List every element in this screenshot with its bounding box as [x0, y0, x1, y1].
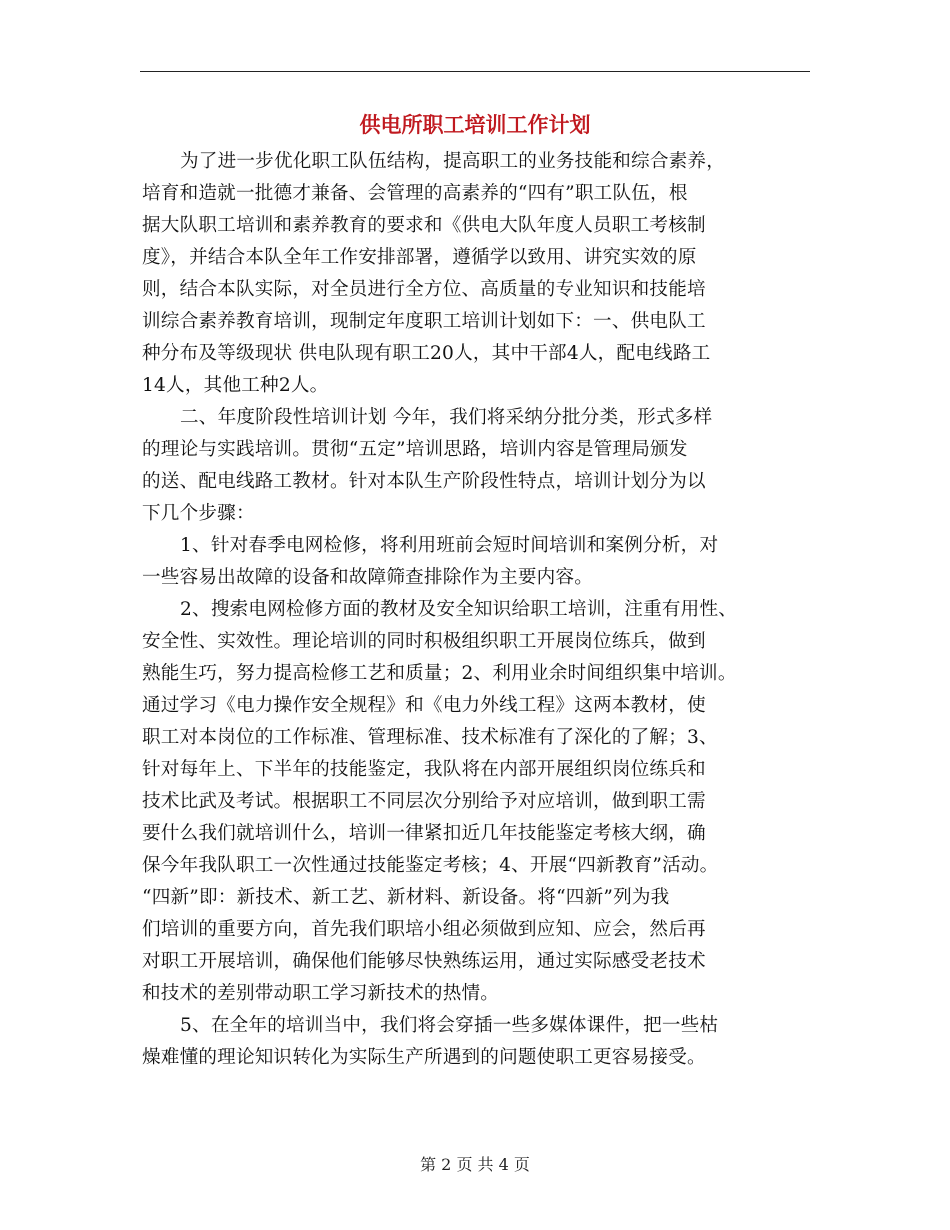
text-line: 熟能生巧，努力提高检修工艺和质量；2、利用业余时间组织集中培训。	[142, 663, 737, 684]
text-line: 据大队职工培训和素养教育的要求和《供电大队年度人员职工考核制	[142, 215, 706, 236]
text-line: 度》，并结合本队全年工作安排部署，遵循学以致用、讲究实效的原	[142, 247, 697, 268]
text-line: 训综合素养教育培训，现制定年度职工培训计划如下：一、供电队工	[142, 311, 706, 332]
text-line: 为了进一步优化职工队伍结构，提高职工的业务技能和综合素养，	[180, 151, 726, 172]
text-line: 和技术的差别带动职工学习新技术的热情。	[142, 983, 500, 1004]
text-line: 14人，其他工种2人。	[142, 375, 329, 396]
text-line: 技术比武及考试。根据职工不同层次分别给予对应培训，做到职工需	[142, 791, 706, 812]
text-line: 种分布及等级现状 供电队现有职工20人，其中干部4人，配电线路工	[142, 343, 711, 364]
document-body	[142, 146, 822, 1074]
text-line: 的送、配电线路工教材。针对本队生产阶段性特点，培训计划分为以	[142, 471, 706, 492]
text-line: 们培训的重要方向，首先我们职培小组必须做到应知、应会，然后再	[142, 919, 706, 940]
header-rule	[140, 71, 810, 72]
text-line: 培育和造就一批德才兼备、会管理的高素养的“四有”职工队伍，根	[142, 183, 688, 204]
text-line: 燥难懂的理论知识转化为实际生产所遇到的问题使职工更容易接受。	[142, 1047, 706, 1068]
page-footer: 第 2 页 共 4 页	[420, 1155, 530, 1174]
text-line: 针对每年上、下半年的技能鉴定，我队将在内部开展组织岗位练兵和	[142, 759, 706, 780]
text-line: 通过学习《电力操作安全规程》和《电力外线工程》这两本教材，使	[142, 695, 706, 716]
text-line: 二、年度阶段性培训计划 今年，我们将采纳分批分类，形式多样	[180, 407, 713, 428]
text-line: 下几个步骤：	[142, 503, 255, 524]
text-line: 2、搜索电网检修方面的教材及安全知识给职工培训，注重有用性、	[180, 599, 738, 620]
text-line: 则，结合本队实际，对全员进行全方位、高质量的专业知识和技能培	[142, 279, 706, 300]
text-line: 要什么我们就培训什么，培训一律紧扣近几年技能鉴定考核大纲，确	[142, 823, 706, 844]
text-line: 一些容易出故障的设备和故障筛查排除作为主要内容。	[142, 567, 594, 588]
text-line: 保今年我队职工一次性通过技能鉴定考核；4、开展“四新教育”活动。	[142, 855, 719, 876]
text-line: 职工对本岗位的工作标准、管理标准、技术标准有了深化的了解；3、	[142, 727, 718, 748]
text-line: 5、在全年的培训当中，我们将会穿插一些多媒体课件，把一些枯	[180, 1015, 719, 1036]
text-line: 1、针对春季电网检修，将利用班前会短时间培训和案例分析，对	[180, 535, 719, 556]
text-line: “四新”即：新技术、新工艺、新材料、新设备。将“四新”列为我	[142, 887, 670, 908]
text-line: 对职工开展培训，确保他们能够尽快熟练运用，通过实际感受老技术	[142, 951, 706, 972]
text-line: 的理论与实践培训。贯彻“五定”培训思路，培训内容是管理局颁发	[142, 439, 688, 460]
document-title: 供电所职工培训工作计划	[359, 113, 591, 137]
text-line: 安全性、实效性。理论培训的同时积极组织职工开展岗位练兵，做到	[142, 631, 706, 652]
